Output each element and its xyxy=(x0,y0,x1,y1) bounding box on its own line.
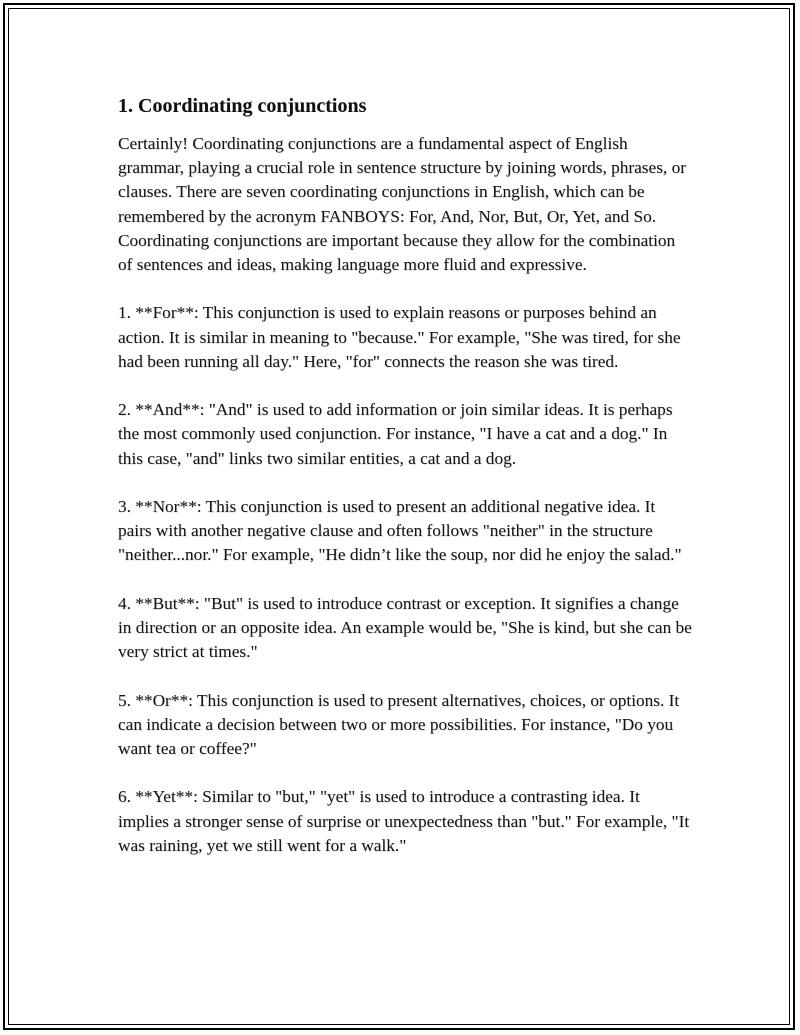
paragraph-and: 2. **And**: "And" is used to add information or join similar ideas. It is perhaps the most commonly used conjunction. For instance, "I have a cat and a dog." In this case, "and" links two similar entities, a cat and a dog. xyxy=(118,400,673,468)
paragraph-for: 1. **For**: This conjunction is used to explain reasons or purposes behind an action. It is similar in meaning to "because." For example, "She was tired, for she had been running all day." Here, "for" connects the reason she was tired. xyxy=(118,303,681,371)
paragraph-nor: 3. **Nor**: This conjunction is used to present an additional negative idea. It pairs with another negative clause and often follows "neither" in the structure "neither...nor." For example, "He didn’t like the soup, nor did he enjoy the salad." xyxy=(118,497,682,565)
section-heading: 1. Coordinating conjunctions xyxy=(118,95,367,117)
intro-paragraph: Certainly! Coordinating conjunctions are a fundamental aspect of English grammar, playing a crucial role in sentence structure by joining words, phrases, or clauses. There are seven coordinating conjunctions in English, which can be remembered by the acronym FANBOYS: For, And, Nor, But, Or, Yet, and So. Coordinating conjunctions are important because they allow for the combination of sentences and ideas, making language more fluid and expressive. xyxy=(118,134,686,275)
document-body xyxy=(118,92,693,882)
paragraph-but: 4. **But**: "But" is used to introduce contrast or exception. It signifies a change in direction or an opposite idea. An example would be, "She is kind, but she can be very strict at times." xyxy=(118,593,692,662)
paragraph-yet: 6. **Yet**: Similar to "but," "yet" is used to introduce a contrasting idea. It implies a stronger sense of surprise or unexpectedness than "but." For example, "It was raining, yet we still went for a walk." xyxy=(118,787,690,855)
paragraph-or: 5. **Or**: This conjunction is used to present alternatives, choices, or options. It can indicate a decision between two or more possibilities. For instance, "Do you want tea or coffee?" xyxy=(118,690,680,758)
